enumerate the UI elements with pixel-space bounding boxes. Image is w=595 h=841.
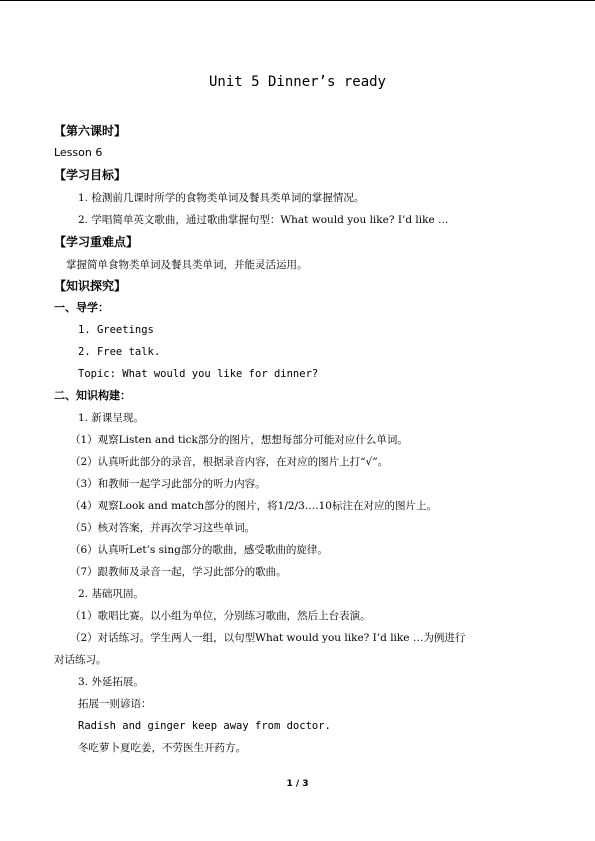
page-title: Unit 5 Dinner’s ready [208, 74, 386, 90]
key-points-heading: 【学习重难点】 [54, 235, 139, 249]
explore-heading: 【知识探究】 [54, 279, 127, 293]
step-4: （4）观察Look and match部分的图片，将1/2/3….10标注在对应的图片上。 [70, 500, 437, 512]
consolidate-item: 2. 基础巩固。 [78, 588, 144, 600]
step-7: （7）跟教师及录音一起，学习此部分的歌曲。 [70, 566, 287, 578]
proverb-chinese: 冬吃萝卜夏吃姜，不劳医生开药方。 [78, 742, 246, 754]
build-heading: 二、知识构建： [54, 389, 131, 402]
goal-item-2: 2. 学唱简单英文歌曲，通过歌曲掌握句型：What would you like? I’d like … [78, 214, 449, 226]
step-5: （5）核对答案，并再次学习这些单词。 [70, 522, 256, 534]
proverb-intro: 拓展一则谚语： [78, 698, 152, 710]
consolidate-step-2-cont: 对话练习。 [54, 654, 107, 666]
step-3: （3）和教师一起学习此部分的听力内容。 [70, 478, 266, 490]
top-rule [0, 0, 595, 1]
step-2: （2）认真听此部分的录音，根据录音内容，在对应的图片上打“√”。 [70, 456, 389, 468]
step-1: （1）观察Listen and tick部分的图片，想想每部分可能对应什么单词。 [70, 434, 408, 446]
guide-item-2: 2. Free talk. [78, 346, 161, 358]
extend-item: 3. 外延拓展。 [78, 676, 144, 688]
guide-item-1: 1. Greetings [78, 324, 154, 336]
new-lesson-item: 1. 新课呈现。 [78, 412, 144, 424]
period-heading: 【第六课时】 [54, 124, 127, 138]
page-number: 1 / 3 [286, 779, 309, 789]
lesson-label: Lesson 6 [54, 146, 103, 159]
guide-heading: 一、导学： [54, 301, 109, 314]
step-6: （6）认真听Let’s sing部分的歌曲，感受歌曲的旋律。 [70, 544, 328, 556]
goal-item-1: 1. 检测前几课时所学的食物类单词及餐具类单词的掌握情况。 [78, 192, 365, 204]
topic-line: Topic: What would you like for dinner? [78, 368, 319, 380]
proverb-english: Radish and ginger keep away from doctor. [78, 720, 331, 732]
key-points-text: 掌握简单食物类单词及餐具类单词，并能灵活运用。 [66, 259, 308, 271]
consolidate-step-1: （1）歌唱比赛。以小组为单位，分别练习歌曲，然后上台表演。 [70, 610, 371, 622]
goals-heading: 【学习目标】 [54, 168, 127, 182]
consolidate-step-2: （2）对话练习。学生两人一组，以句型What would you like? I’d like …为例进行 [70, 632, 466, 644]
